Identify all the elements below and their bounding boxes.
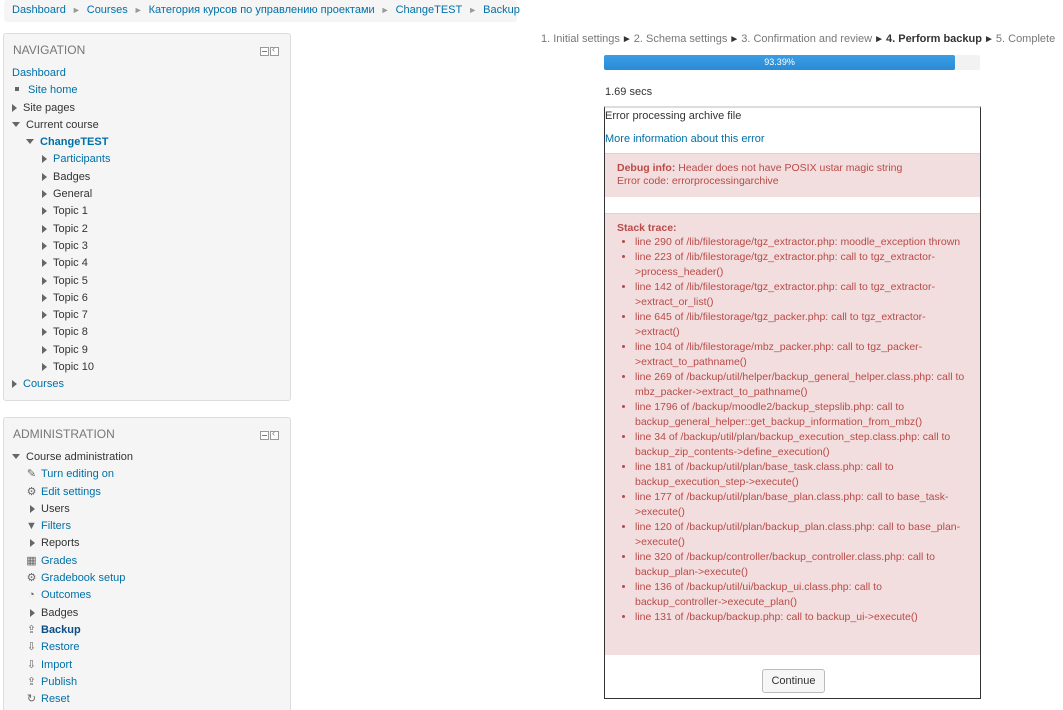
stack-trace-line: • line 320 of /backup/controller/backup_controller.class.php: call to backup_plan->execute() [635, 550, 968, 580]
filter-icon: ▼ [26, 520, 37, 533]
bullet-icon [15, 87, 19, 91]
progress-bar [604, 55, 980, 70]
backup-icon: ⇪ [26, 623, 37, 636]
stack-trace-line: • line 131 of /backup/backup.php: call to backup_ui->execute() [635, 610, 968, 625]
step-2: 2. Schema settings [633, 33, 728, 45]
pencil-icon: ✎ [26, 468, 37, 481]
debug-label: Debug info: [617, 162, 676, 174]
step-5: 5. Complete [995, 33, 1056, 45]
administration-title: ADMINISTRATION [13, 427, 115, 441]
breadcrumb-separator-icon: ► [380, 5, 390, 15]
step-arrow-icon: ► [983, 34, 994, 45]
nav-course-item[interactable]: Topic 6 [42, 290, 290, 307]
stack-trace-line: • line 120 of /backup/util/plan/backup_plan.class.php: call to base_plan->execute() [635, 520, 968, 550]
stack-trace-line: • line 34 of /backup/util/plan/backup_execution_step.class.php: call to backup_zip_contents->define_execution() [635, 430, 968, 460]
nav-course-item[interactable]: Topic 1 [42, 203, 290, 220]
gear-icon: ⚙ [26, 572, 37, 585]
admin-item-reset[interactable]: ↻ Reset [26, 691, 290, 708]
collapse-icon [12, 454, 20, 459]
admin-item-publish[interactable]: ⇪ Publish [26, 674, 290, 691]
stack-trace-line: • line 104 of /lib/filestorage/mbz_packer.php: call to tgz_packer->extract_to_pathname() [635, 340, 968, 370]
grades-icon: ▦ [26, 554, 37, 567]
admin-item-filters[interactable]: ▼ Filters [26, 518, 290, 535]
collapse-block-icon[interactable] [260, 47, 269, 56]
collapse-icon [26, 139, 34, 144]
breadcrumb-item[interactable]: Backup [483, 4, 520, 16]
stack-trace-line: • line 177 of /backup/util/plan/base_plan.class.php: call to base_task->execute() [635, 490, 968, 520]
step-4: 4. Perform backup [886, 33, 982, 45]
breadcrumb-item[interactable]: Категория курсов по управлению проектами [148, 4, 375, 16]
nav-course-item[interactable]: General [42, 186, 290, 203]
admin-item-import[interactable]: ⇩ Import [26, 657, 290, 674]
expand-icon [42, 277, 47, 285]
nav-course-item[interactable]: Topic 8 [42, 324, 290, 341]
nav-current-course[interactable]: Current course [12, 117, 290, 134]
dock-block-icon[interactable] [270, 431, 279, 440]
expand-icon [42, 294, 47, 302]
expand-icon [42, 173, 47, 181]
reset-icon: ↻ [26, 693, 37, 706]
admin-item-backup[interactable]: ⇪ Backup [26, 622, 290, 639]
elapsed-time: 1.69 secs [605, 86, 653, 98]
nav-course-item[interactable]: Topic 5 [42, 273, 290, 290]
dock-block-icon[interactable] [270, 47, 279, 56]
navigation-title: NAVIGATION [13, 43, 86, 57]
stack-trace [605, 213, 980, 655]
nav-course-changetest[interactable]: ChangeTEST [12, 134, 290, 151]
expand-icon [42, 363, 47, 371]
stack-trace-line: • line 223 of /lib/filestorage/tgz_extractor.php: call to tgz_extractor->process_header() [635, 250, 968, 280]
expand-icon [42, 155, 47, 163]
breadcrumb-item[interactable]: Dashboard [12, 4, 66, 16]
navigation-header [4, 34, 290, 64]
expand-icon [42, 259, 47, 267]
backup-stepper [541, 33, 1055, 45]
breadcrumb-separator-icon: ► [133, 5, 143, 15]
administration-header [4, 418, 290, 448]
error-code: Error code: errorprocessingarchive [617, 175, 779, 187]
breadcrumb-separator-icon: ► [468, 5, 478, 15]
nav-course-item[interactable]: Topic 4 [42, 255, 290, 272]
step-arrow-icon: ► [874, 34, 884, 45]
stack-trace-line: • line 290 of /lib/filestorage/tgz_extractor.php: moodle_exception thrown [635, 235, 968, 250]
admin-item-gradebook-setup[interactable]: ⚙ Gradebook setup [26, 570, 290, 587]
progress-fill: 93.39% [604, 55, 955, 70]
expand-icon [42, 346, 47, 354]
nav-course-item[interactable]: Badges [42, 169, 290, 186]
stack-trace-line: • line 269 of /backup/util/helper/backup_general_helper.class.php: call to mbz_packer->extract_to_pathname() [635, 370, 968, 400]
step-3: 3. Confirmation and review [741, 33, 873, 45]
nav-site-home[interactable]: Site home [12, 82, 290, 99]
step-1: 1. Initial settings [541, 33, 620, 45]
nav-course-item[interactable]: Participants [42, 151, 290, 168]
nav-course-item[interactable]: Topic 10 [42, 359, 290, 376]
step-arrow-icon: ► [729, 34, 740, 45]
expand-icon [30, 505, 35, 513]
collapse-block-icon[interactable] [260, 431, 269, 440]
admin-item-users[interactable]: Users [26, 501, 290, 518]
admin-item-grades[interactable]: ▦ Grades [26, 553, 290, 570]
stack-label: Stack trace: [617, 222, 677, 234]
gear-icon: ⚙ [26, 485, 37, 498]
step-arrow-icon: ► [621, 34, 632, 45]
stack-trace-line: • line 136 of /backup/util/ui/backup_ui.class.php: call to backup_controller->execute_plan() [635, 580, 968, 610]
collapse-icon [12, 122, 20, 127]
expand-icon [42, 225, 47, 233]
stack-trace-line: • line 645 of /lib/filestorage/tgz_packer.php: call to tgz_extractor->extract() [635, 310, 968, 340]
debug-text: Header does not have POSIX ustar magic string [678, 162, 903, 174]
navigation-block [3, 33, 291, 401]
admin-item-edit-settings[interactable]: ⚙ Edit settings [26, 484, 290, 501]
breadcrumb-separator-icon: ► [71, 5, 81, 15]
nav-course-item[interactable]: Topic 7 [42, 307, 290, 324]
more-info-link[interactable]: More information about this error [605, 133, 765, 145]
error-box [604, 106, 981, 699]
breadcrumb-item[interactable]: Courses [86, 4, 128, 16]
nav-course-item[interactable]: Topic 9 [42, 342, 290, 359]
nav-dashboard[interactable]: Dashboard [12, 67, 66, 79]
admin-course-administration[interactable]: Course administration [12, 449, 290, 466]
admin-item-turn-editing-on[interactable]: ✎ Turn editing on [26, 466, 290, 483]
expand-icon [30, 609, 35, 617]
restore-icon: ⇩ [26, 641, 37, 654]
expand-icon [12, 104, 17, 112]
import-icon: ⇩ [26, 658, 37, 671]
admin-item-outcomes[interactable]: ◔ Outcomes [26, 587, 290, 604]
nav-courses[interactable]: Courses [12, 376, 290, 393]
nav-site-pages[interactable]: Site pages [12, 100, 290, 117]
admin-item-reports[interactable]: Reports [26, 535, 290, 552]
expand-icon [42, 311, 47, 319]
admin-item-restore[interactable]: ⇩ Restore [26, 639, 290, 656]
breadcrumb-item[interactable]: ChangeTEST [395, 4, 463, 16]
nav-course-item[interactable]: Topic 2 [42, 221, 290, 238]
breadcrumb [4, 0, 520, 22]
admin-item-badges[interactable]: Badges [26, 605, 290, 622]
expand-icon [42, 190, 47, 198]
expand-icon [42, 328, 47, 336]
stack-trace-line: • line 142 of /lib/filestorage/tgz_extractor.php: call to tgz_extractor->extract_or_list() [635, 280, 968, 310]
expand-icon [30, 539, 35, 547]
error-message: Error processing archive file [605, 110, 742, 122]
expand-icon [42, 207, 47, 215]
expand-icon [42, 242, 47, 250]
expand-icon [12, 380, 17, 388]
stack-trace-line: • line 181 of /backup/util/plan/base_task.class.php: call to backup_execution_step->execute() [635, 460, 968, 490]
nav-course-item[interactable]: Topic 3 [42, 238, 290, 255]
debug-info [605, 153, 980, 197]
stack-trace-line: • line 1796 of /backup/moodle2/backup_stepslib.php: call to backup_general_helper::get_backup_information_from_mbz() [635, 400, 968, 430]
continue-button[interactable]: Continue [762, 669, 825, 693]
administration-block [3, 417, 291, 710]
outcomes-icon: ◔ [28, 589, 35, 602]
publish-icon: ⇪ [26, 675, 37, 688]
